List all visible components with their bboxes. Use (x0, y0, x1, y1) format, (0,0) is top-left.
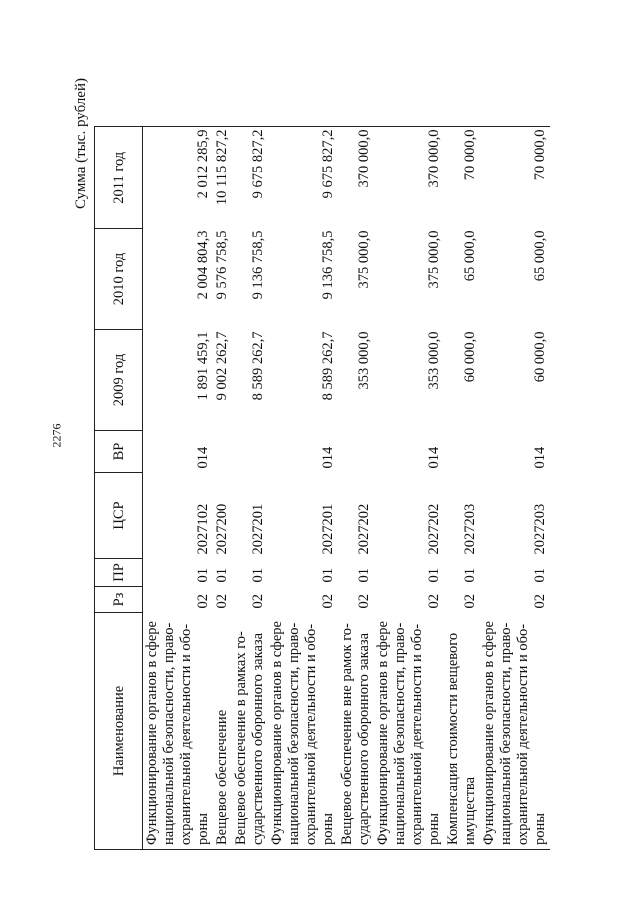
cell-y2009: 8 589 262,7 (250, 331, 266, 401)
cell-csr: 2027200 (214, 503, 230, 555)
cell-y2011: 370 000,0 (374, 127, 444, 229)
col-vr-header: ВР (95, 431, 143, 473)
cell-y2011: 10 115 827,2 (213, 127, 232, 229)
cell-y2009: 1 891 459,1 (195, 331, 211, 401)
cell-y2009: 353 000,0 (356, 331, 372, 390)
table-row (374, 127, 444, 850)
cell-y2010: 375 000,0 (356, 230, 372, 289)
cell-y2010: 9 136 758,5 (250, 230, 266, 300)
cell-vr (213, 431, 232, 473)
cell-pr: 01 (356, 568, 372, 583)
cell-csr: 2027102 (195, 503, 211, 555)
cell-y2011: 70 000,0 (480, 127, 550, 229)
cell-vr: 014 (426, 446, 442, 469)
table-row (232, 127, 268, 850)
col-pr-header: ПР (95, 559, 143, 587)
cell-pr: 01 (320, 568, 336, 583)
budget-table (94, 127, 550, 851)
cell-name: Функционирование органов в сфере национальной безопасности, право-охранительной деятельности и обо-роны (374, 613, 444, 850)
cell-pr: 01 (426, 568, 442, 583)
col-csr-header: ЦСР (95, 473, 143, 559)
table-row (143, 127, 214, 850)
cell-y2011: 9 675 827,2 (268, 127, 338, 229)
table-row (444, 127, 480, 850)
cell-y2011: 2 012 285,9 (143, 127, 214, 229)
cell-y2009: 8 589 262,7 (320, 331, 336, 401)
cell-pr: 01 (250, 568, 266, 583)
cell-vr (444, 431, 480, 473)
cell-y2009: 9 002 262,7 (214, 331, 230, 401)
cell-csr: 2027201 (320, 503, 336, 555)
cell-y2009: 60 000,0 (462, 331, 478, 383)
cell-y2010: 9 576 758,5 (214, 230, 230, 300)
table-row (213, 127, 232, 850)
cell-csr: 2027202 (356, 503, 372, 555)
col-2009-header: 2009 год (95, 330, 143, 431)
cell-y2010: 9 136 758,5 (320, 230, 336, 300)
cell-rz: 02 (250, 594, 266, 609)
cell-rz: 02 (195, 594, 211, 609)
col-2011-header: 2011 год (95, 127, 143, 229)
col-name-header: Наименование (95, 613, 143, 850)
cell-pr: 01 (462, 568, 478, 583)
cell-name: Функционирование органов в сфере национальной безопасности, право-охранительной деятельности и обо-роны (268, 613, 338, 850)
col-rz-header: Рз (95, 587, 143, 613)
table-header-row (95, 127, 143, 850)
cell-y2011: 70 000,0 (444, 127, 480, 229)
table-row (338, 127, 374, 850)
cell-vr: 014 (532, 446, 548, 469)
cell-y2010: 375 000,0 (426, 230, 442, 289)
cell-pr: 01 (214, 568, 230, 583)
cell-csr: 2027201 (250, 503, 266, 555)
cell-y2010: 65 000,0 (462, 230, 478, 282)
cell-name: Компенсация стоимости вещевого имущества (444, 613, 480, 850)
table-row (480, 127, 550, 850)
cell-y2011: 370 000,0 (338, 127, 374, 229)
cell-name: Функционирование органов в сфере национальной безопасности, право-охранительной деятельности и обо-роны (143, 613, 214, 850)
cell-name: Вещевое обеспечение в рамках го-сударственного оборонного заказа (232, 613, 268, 850)
cell-rz: 02 (356, 594, 372, 609)
cell-y2010: 2 004 804,3 (195, 230, 211, 300)
rotated-document (70, 30, 640, 850)
cell-rz: 02 (214, 594, 230, 609)
page-number: 2276 (49, 423, 64, 448)
cell-name: Вещевое обеспечение (213, 613, 232, 850)
units-label: Сумма (тыс. рублей) (73, 78, 89, 210)
cell-y2011: 9 675 827,2 (232, 127, 268, 229)
cell-y2009: 353 000,0 (426, 331, 442, 390)
cell-pr: 01 (195, 568, 211, 583)
cell-name: Вещевое обеспечение вне рамок го-сударственного оборонного заказа (338, 613, 374, 850)
cell-vr: 014 (195, 446, 211, 469)
cell-vr: 014 (320, 446, 336, 469)
cell-csr: 2027203 (462, 503, 478, 555)
cell-rz: 02 (320, 594, 336, 609)
cell-pr: 01 (532, 568, 548, 583)
cell-y2009: 60 000,0 (532, 331, 548, 383)
cell-csr: 2027202 (426, 503, 442, 555)
cell-name: Функционирование органов в сфере национальной безопасности, право-охранительной деятельности и обо-роны (480, 613, 550, 850)
cell-rz: 02 (462, 594, 478, 609)
cell-y2010: 65 000,0 (532, 230, 548, 282)
cell-vr (232, 431, 268, 473)
cell-vr (338, 431, 374, 473)
table-body (143, 127, 551, 850)
cell-rz: 02 (426, 594, 442, 609)
cell-rz: 02 (532, 594, 548, 609)
table-row (268, 127, 338, 850)
cell-csr: 2027203 (532, 503, 548, 555)
col-2010-header: 2010 год (95, 229, 143, 330)
